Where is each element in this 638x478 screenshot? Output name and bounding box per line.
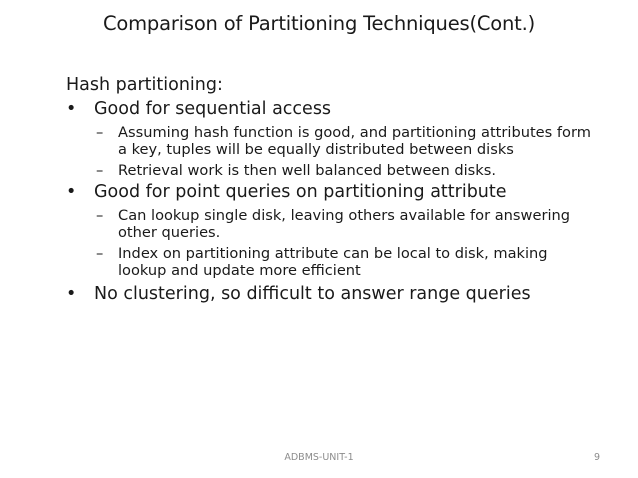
section-heading: Hash partitioning: [66,75,223,95]
slide-footer: ADBMS-UNIT-1 [284,452,354,463]
bullet-marker: • [66,182,77,202]
sub-bullet-local-index [66,245,626,279]
sub-bullet-text: Index on partitioning attribute can be local to disk, making lookup and update more efficient [118,245,548,279]
slide-page-number: 9 [593,452,600,463]
bullet-text: Good for sequential access [94,99,332,119]
sub-bullet-marker: – [96,207,104,224]
sub-bullet-text: Retrieval work is then well balanced between disks. [118,162,496,179]
sub-bullet-single-disk-lookup [66,207,626,241]
bullet-sequential-access [66,98,626,120]
sub-bullet-text: Can lookup single disk, leaving others available for answering other queries. [118,207,571,241]
bullet-text: No clustering, so difficult to answer range queries [94,284,531,304]
sub-bullet-marker: – [96,245,104,262]
bullet-marker: • [66,284,77,304]
bullet-text: Good for point queries on partitioning attribute [94,182,507,202]
bullet-point-queries [66,181,626,203]
bullet-marker: • [66,99,77,119]
sub-bullet-hash-distribution [66,124,626,158]
sub-bullet-marker: – [96,162,104,179]
sub-bullet-marker: – [96,124,104,141]
sub-bullet-text: Assuming hash function is good, and partitioning attributes form a key, tuples will be equally distributed between disks [118,124,591,158]
slide-body [66,74,626,305]
bullet-no-clustering [66,283,626,305]
slide-title: Comparison of Partitioning Techniques(Cont.) [102,12,536,35]
sub-bullet-retrieval-balance [66,162,626,179]
